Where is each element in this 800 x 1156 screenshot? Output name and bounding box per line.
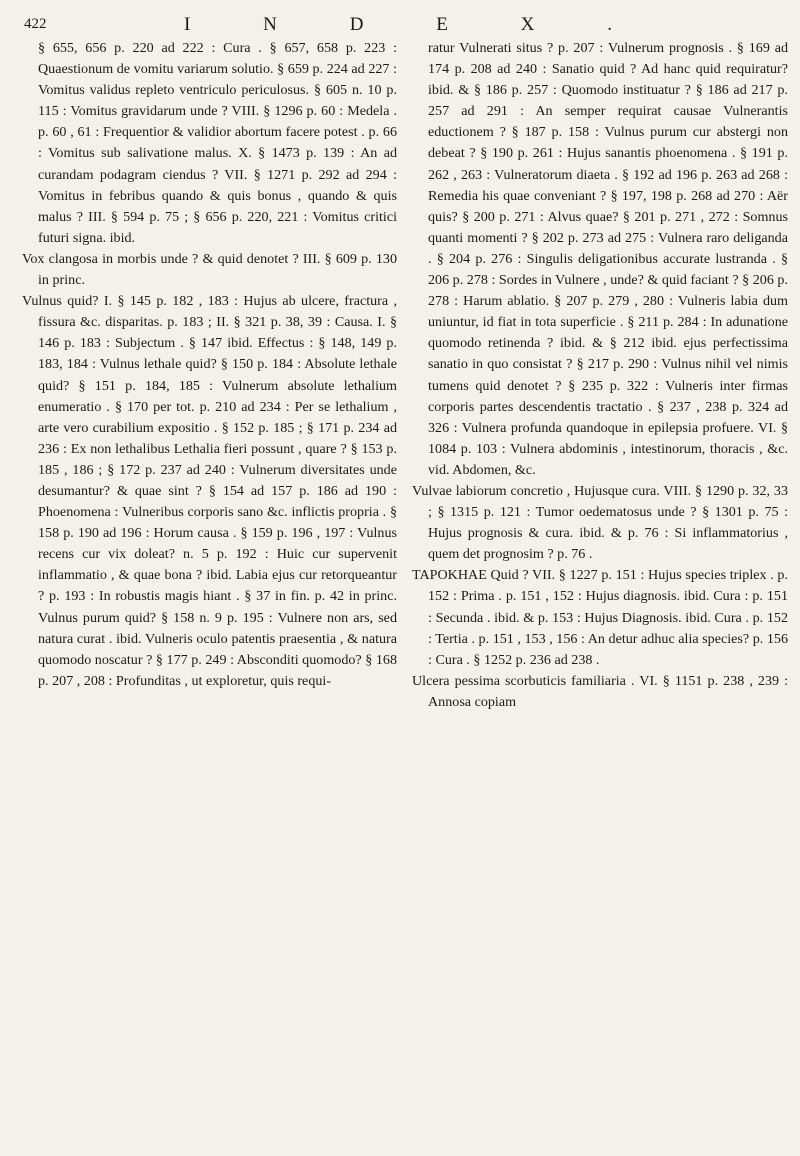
page-number: 422	[24, 16, 47, 32]
running-head	[184, 14, 614, 36]
index-entry-taprokhae: ΤΑΡΟΚΗΑΕ Quid ? VII. § 1227 p. 151 : Hujus species triplex . p. 152 : Prima . p. 151 , 152 : Hujus diagnosis. ibid. Cura : p. 151 : Secunda . ibid. & p. 153 : Hujus Diagnosis. ibid. Cura . p. 152 : Tertia . p. 151 , 153 , 156 : An detur adhuc alia species? p. 156 : Cura . § 1252 p. 236 ad 238 .	[412, 567, 788, 668]
index-entry-vulnus: Vulnus quid? I. § 145 p. 182 , 183 : Hujus ab ulcere, fractura , fissura &c. disparitas. p. 183 ; II. § 321 p. 38, 39 : Causa. I. § 146 p. 183 : Subjectum . § 147 ibid. Effectus : § 148, 149 p. 183, 184 : Vulnus lethale quid? § 150 p. 184 : Absolute lethale quid? § 151 p. 184, 185 : Vulnerum absolute lethalium enumeratio . § 170 per tot. p. 210 ad 234 : Per se lethalium , arte vero curabilium expositio . § 152 p. 185 ; § 171 p. 234 ad 236 : Ex non lethalibus Lethalia fieri possunt , quare ? § 153 p. 185 , 186 ; § 172 p. 237 ad 240 : Vulnerum diversitates unde desumantur? & quae sint ? § 154 ad 157 p. 186 ad 190 : Phoenomena : Vulneribus corporis sano &c. inflictis propria . § 158 p. 190 ad 196 : Horum causa . § 159 p. 196 , 197 : Vulnus recens cur vix doleat? n. 5 p. 192 : Huic cur supervenit inflammatio , & quae bona ? ibid. Labia ejus cur retorqueantur ? p. 193 : In robustis magis hiant . § 37 in fin. p. 42 in princ. Vulnus purum quid? § 158 n. 9 p. 195 : Vulnere non ars, sed natura curat . ibid. Vulneris oculo patentis praesentia , & natura quomodo noscatur ? § 177 p. 249 : Absconditi quomodo? § 168 p. 207 , 208 : Profunditas , ut exploretur, quis requi-	[22, 293, 397, 689]
running-head-letter: E	[436, 14, 450, 35]
index-entry-vomitus-continued: § 655, 656 p. 220 ad 222 : Cura . § 657, 658 p. 223 : Quaestionum de vomitu variarum solutio. § 659 p. 224 ad 227 : Vomitus validus repleto ventriculo periculosus. § 605 n. 10 p. 115 : Vomitus gravidarum unde ? VIII. § 1296 p. 60 : Medela . p. 60 , 61 : Frequentior & validior abortum facere potest . p. 66 : Vomitus sub salivatione malus. X. § 1473 p. 139 : An ad curandam podagram ciendus ? VII. § 1271 p. 292 ad 294 : Vomitus in febribus quando & quis bonus , quando & quis malus ? III. § 594 p. 75 ; § 656 p. 220, 221 : Vomitus critici futuri signa. ibid.	[38, 40, 397, 246]
index-entry-ulcera: Ulcera pessima scorbuticis familiaria . VI. § 1151 p. 238 , 239 : Annosa copiam	[412, 672, 788, 710]
running-head-letter: N	[263, 14, 279, 35]
index-entry-vulnus-continued: ratur Vulnerati situs ? p. 207 : Vulnerum prognosis . § 169 ad 174 p. 208 ad 240 : Sanatio quid ? Ad hanc quid requiratur? ibid. & § 186 p. 257 : Quomodo instituatur ? § 186 ad 217 p. 257 ad 291 : An semper requirat causae Vulnerantis eductionem ? § 187 p. 158 : Vulnus purum cur abstergi non debeat ? § 190 p. 261 : Hujus sanantis phoenomena . § 191 p. 262 , 263 : Vulneratorum diaeta . § 192 ad 196 p. 263 ad 268 : Remedia his quae conveniant ? § 197, 198 p. 268 ad 270 : Aër quis? § 200 p. 271 : Alvus quae? § 201 p. 271 , 272 : Somnus quanti momenti ? § 202 p. 273 ad 275 : Vulnera raro deliganda . § 204 p. 276 : Singulis deligationibus accurate lustranda . § 206 p. 278 : Sordes in Vulnere , unde? & quid faciant ? § 206 p. 278 : Harum ablatio. § 207 p. 279 , 280 : Vulneris labia dum uniuntur, id fiat in tota superficie . § 211 p. 284 : In adunatione quomodo retinenda ? ibid. & § 212 ibid. ejus perfectissima sanatio in quo consistat ? § 217 p. 290 : Vulnus nihil vel nimis tumens quid denotet ? § 235 p. 322 : Vulneris inter firmas corporis partes descendentis tractatio . § 237 , 238 p. 324 ad 326 : Vulnera profunda quandoque in epilepsia profuere. VI. § 1084 p. 103 : Vulnera abdominis , intestinorum, thoracis , &c. vid. Abdomen, &c.	[428, 40, 788, 478]
running-head-letter: X	[520, 14, 537, 35]
index-entry-vulvae: Vulvae labiorum concretio , Hujusque cura. VIII. § 1290 p. 32, 33 ; § 1315 p. 121 : Tumor oedematosus unde ? § 1301 p. 75 : Hujus prognosis & cura. ibid. & p. 76 : Si inflammatorius , quem det prognosim ? p. 76 .	[412, 482, 788, 563]
right-column	[412, 38, 788, 713]
index-entry-vox: Vox clangosa in morbis unde ? & quid denotet ? III. § 609 p. 130 in princ.	[22, 250, 397, 289]
page-header	[24, 10, 776, 38]
running-head-letter: D	[349, 14, 366, 35]
running-head-letter: I	[184, 14, 193, 35]
left-column	[22, 38, 397, 692]
running-head-letter: .	[607, 14, 614, 35]
